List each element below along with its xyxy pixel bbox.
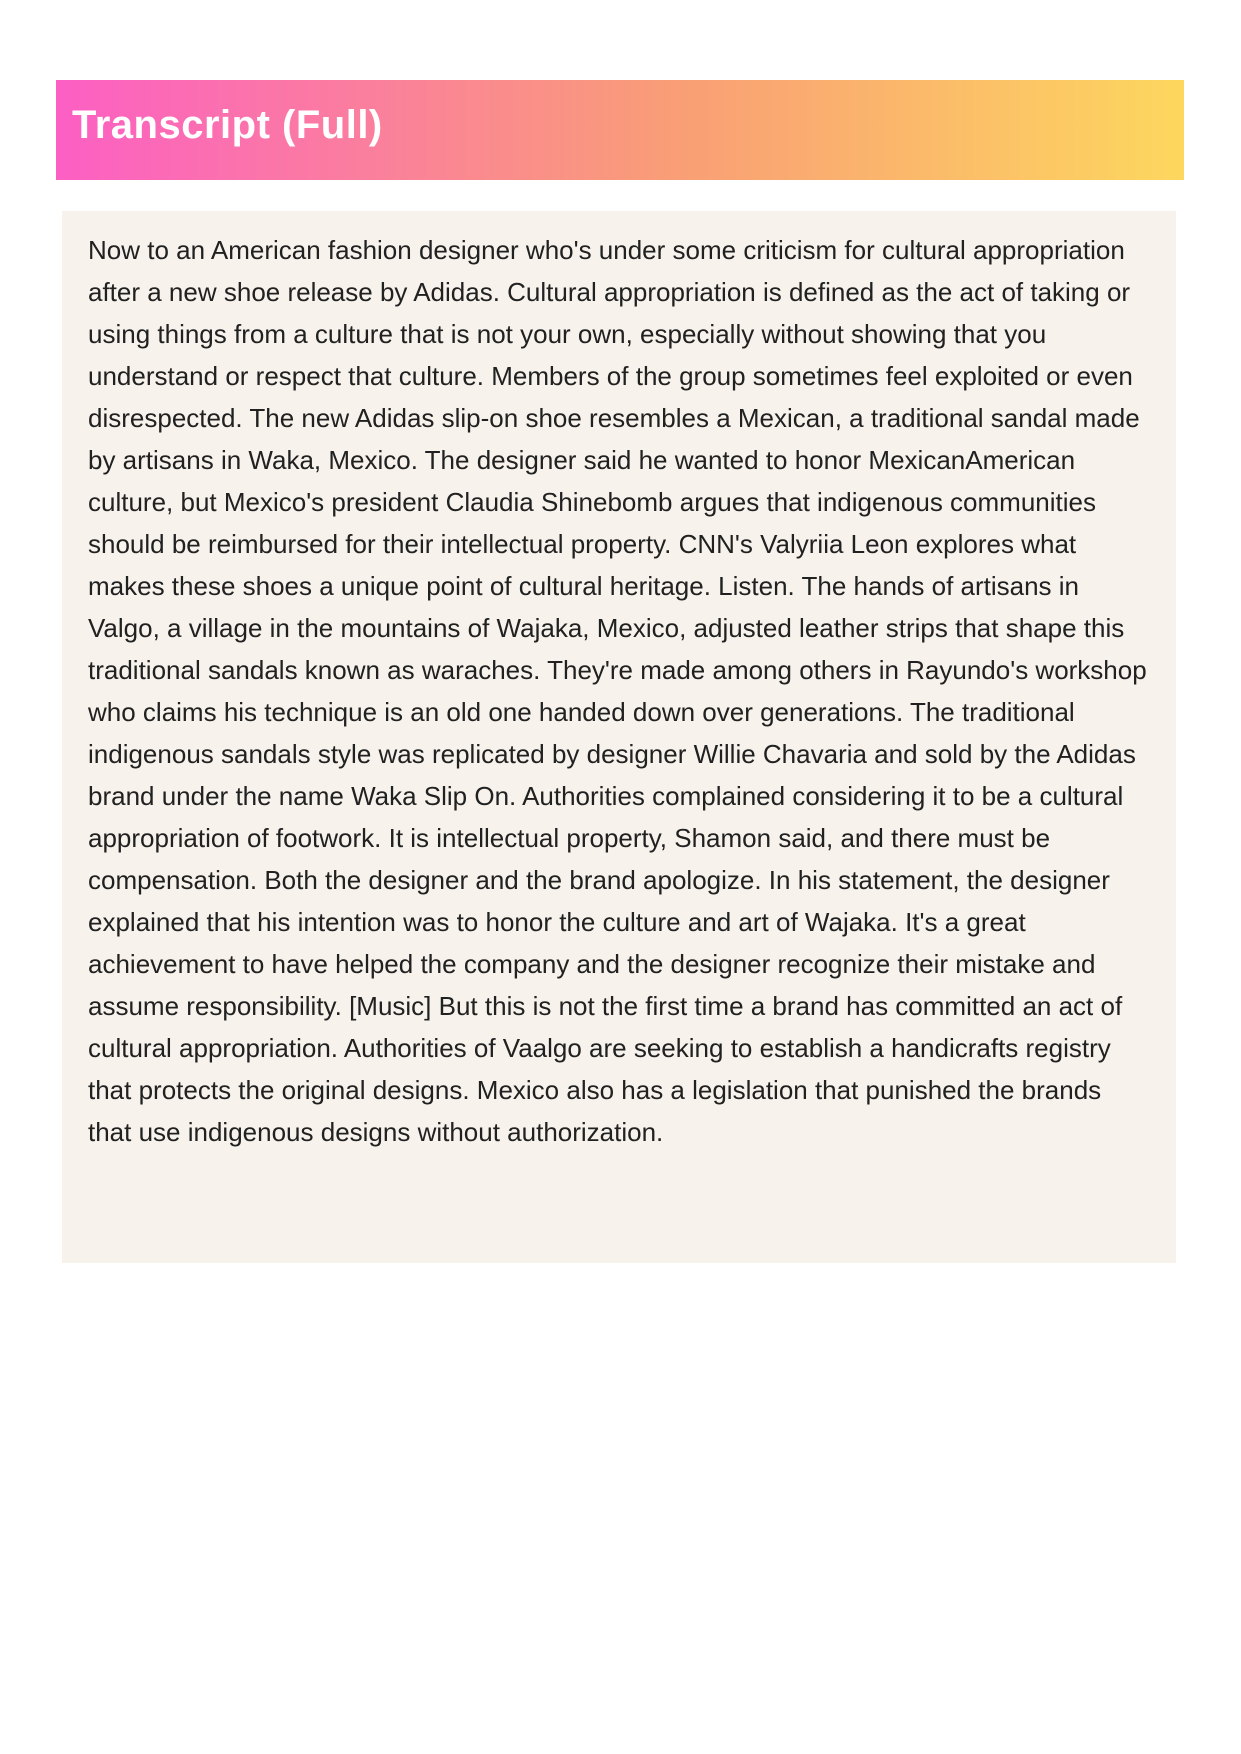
transcript-panel	[62, 211, 1176, 1263]
page-title: Transcript (Full)	[72, 102, 383, 147]
transcript-text: Now to an American fashion designer who's under some criticism for cultural appropriation after a new shoe release by Adidas. Cultural appropriation is defined as the act of taking or using things from a culture that is not your own, especially without showing that you understand or respect that culture. Members of the group sometimes feel exploited or even disrespected. The new Adidas slip-on shoe resembles a Mexican, a traditional sandal made by artisans in Waka, Mexico. The designer said he wanted to honor MexicanAmerican culture, but Mexico's president Claudia Shinebomb argues that indigenous communities should be reimbursed for their intellectual property. CNN's Valyriia Leon explores what makes these shoes a unique point of cultural heritage. Listen. The hands of artisans in Valgo, a village in the mountains of Wajaka, Mexico, adjusted leather strips that shape this traditional sandals known as waraches. They're made among others in Rayundo's workshop who claims his technique is an old one handed down over generations. The traditional indigenous sandals style was replicated by designer Willie Chavaria and sold by the Adidas brand under the name Waka Slip On. Authorities complained considering it to be a cultural appropriation of footwork. It is intellectual property, Shamon said, and there must be compensation. Both the designer and the brand apologize. In his statement, the designer explained that his intention was to honor the culture and art of Wajaka. It's a great achievement to have helped the company and the designer recognize their mistake and assume responsibility. [Music] But this is not the first time a brand has committed an act of cultural appropriation. Authorities of Vaalgo are seeking to establish a handicrafts registry that protects the original designs. Mexico also has a legislation that punished the brands that use indigenous designs without authorization.	[88, 235, 1147, 1147]
transcript-header-bar	[56, 80, 1184, 180]
